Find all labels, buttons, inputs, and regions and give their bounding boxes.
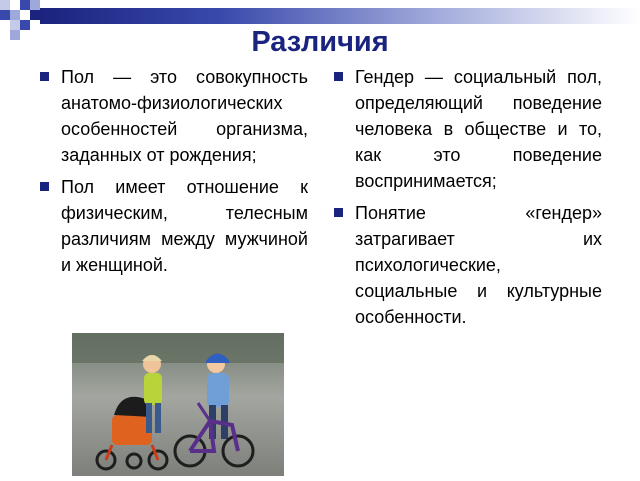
decor-square: [30, 10, 40, 20]
children-on-bicycles-photo: [72, 333, 284, 476]
decor-square: [20, 0, 30, 10]
bullet-item: [334, 64, 602, 194]
left-column: [40, 64, 308, 284]
bullet-item: [40, 174, 308, 278]
square-bullet-icon: [334, 72, 343, 81]
decor-square: [30, 0, 40, 10]
decor-square: [0, 0, 10, 10]
left-bullet-list: [40, 64, 308, 278]
bullet-text: Понятие «гендер» затрагивает их психологические, социальные и культурные особенности.: [355, 203, 602, 327]
decor-square: [10, 0, 20, 10]
slide-title: Различия: [251, 26, 389, 58]
photo-illustration: [72, 333, 284, 476]
bullet-item: [334, 200, 602, 330]
square-bullet-icon: [40, 182, 49, 191]
bullet-text: Пол — это совокупность анатомо-физиологических особенностей организма, заданных от рождения;: [61, 67, 308, 165]
decor-square: [0, 10, 10, 20]
decor-square: [20, 10, 30, 20]
header-gradient-band: [40, 8, 640, 24]
right-bullet-list: [334, 64, 602, 330]
square-bullet-icon: [40, 72, 49, 81]
bullet-item: [40, 64, 308, 168]
bullet-text: Пол имеет отношение к физическим, телесным различиям между мужчиной и женщиной.: [61, 177, 308, 275]
right-column: [334, 64, 602, 336]
bullet-text: Гендер — социальный пол, определяющий поведение человека в обществе и то, как это поведение воспринимается;: [355, 67, 602, 191]
square-bullet-icon: [334, 208, 343, 217]
decor-square: [10, 10, 20, 20]
